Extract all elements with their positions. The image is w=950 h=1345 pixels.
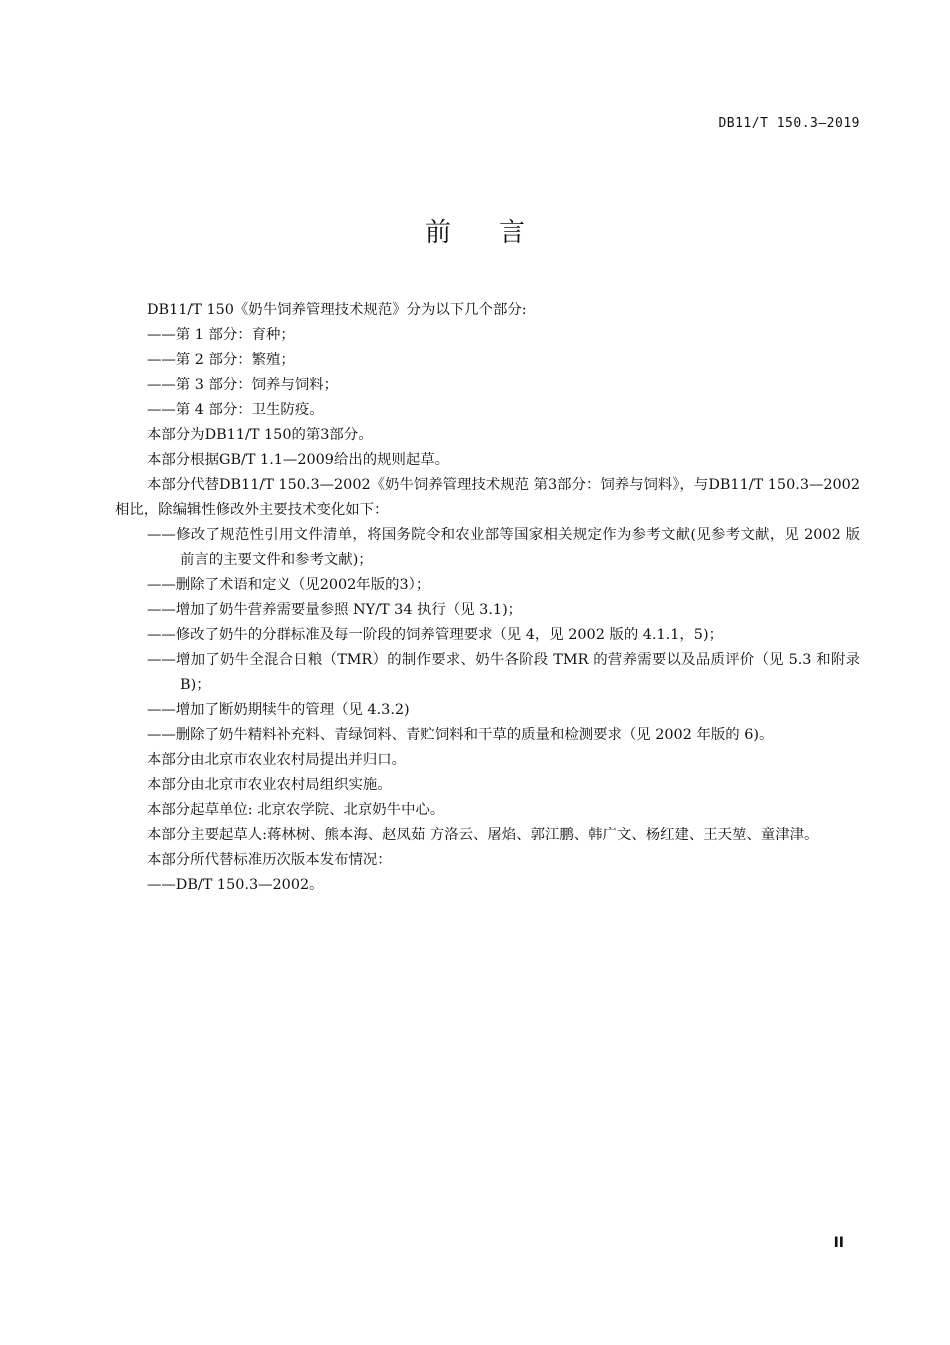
paragraph-proposer: 本部分由北京市农业农村局提出并归口。 (147, 752, 407, 768)
list-item-change-3: ——增加了奶牛营养需要量参照 NY/T 34 执行（见 3.1)； (147, 602, 523, 618)
paragraph-replaces: 本部分代替DB11/T 150.3—2002《奶牛饲养管理技术规范 第3部分：饲养与饲料》，与DB11/T 150.3—2002相比，除编辑性修改外主要技术变化如下： (115, 477, 860, 518)
list-item-change-2: ——删除了术语和定义（见2002年版的3）； (147, 577, 431, 593)
list-item-change-6: ——增加了断奶期犊牛的管理（见 4.3.2) (147, 702, 410, 718)
list-item-history-1: ——DB/T 150.3—2002。 (147, 877, 324, 893)
list-item-part-2: ——第 2 部分：繁殖； (147, 352, 295, 368)
list-item-change-1: ——修改了规范性引用文件清单，将国务院令和农业部等国家相关规定作为参考文献(见参考文献，见 2002 版前言的主要文件和参考文献)； (147, 527, 860, 568)
paragraph-implementer: 本部分由北京市农业农村局组织实施。 (147, 777, 392, 793)
list-item-change-7: ——删除了奶牛精料补充料、青绿饲料、青贮饲料和干草的质量和检测要求（见 2002 年版的 6)。 (147, 727, 774, 743)
foreword-body (115, 298, 860, 898)
list-item-part-4: ——第 4 部分：卫生防疫。 (147, 402, 324, 418)
page-number: II (833, 1235, 844, 1251)
list-item-change-4: ——修改了奶牛的分群标准及每一阶段的饲养管理要求（见 4，见 2002 版的 4.1.1，5)； (147, 627, 723, 643)
document-code: DB11/T 150.3—2019 (718, 116, 860, 131)
paragraph-drafting-units: 本部分起草单位: 北京农学院、北京奶牛中心。 (147, 802, 445, 818)
paragraph-parts-intro: DB11/T 150《奶牛饲养管理技术规范》分为以下几个部分: (147, 302, 527, 318)
paragraph-history-intro: 本部分所代替标准历次版本发布情况： (147, 852, 392, 868)
list-item-change-5: ——增加了奶牛全混合日粮（TMR）的制作要求、奶牛各阶段 TMR 的营养需要以及品质评价（见 5.3 和附录 B)； (147, 652, 860, 693)
paragraph-drafting-rules: 本部分根据GB/T 1.1—2009给出的规则起草。 (147, 452, 450, 468)
list-item-part-1: ——第 1 部分：育种； (147, 327, 295, 343)
paragraph-drafters: 本部分主要起草人:蒋林树、熊本海、赵凤茹 方洛云、屠焰、郭江鹏、韩广文、杨红建、王天堃、童津津。 (147, 827, 819, 843)
page-title: 前言 (424, 218, 573, 248)
list-item-part-3: ——第 3 部分：饲养与饲料； (147, 377, 338, 393)
paragraph-this-part: 本部分为DB11/T 150的第3部分。 (147, 427, 373, 443)
